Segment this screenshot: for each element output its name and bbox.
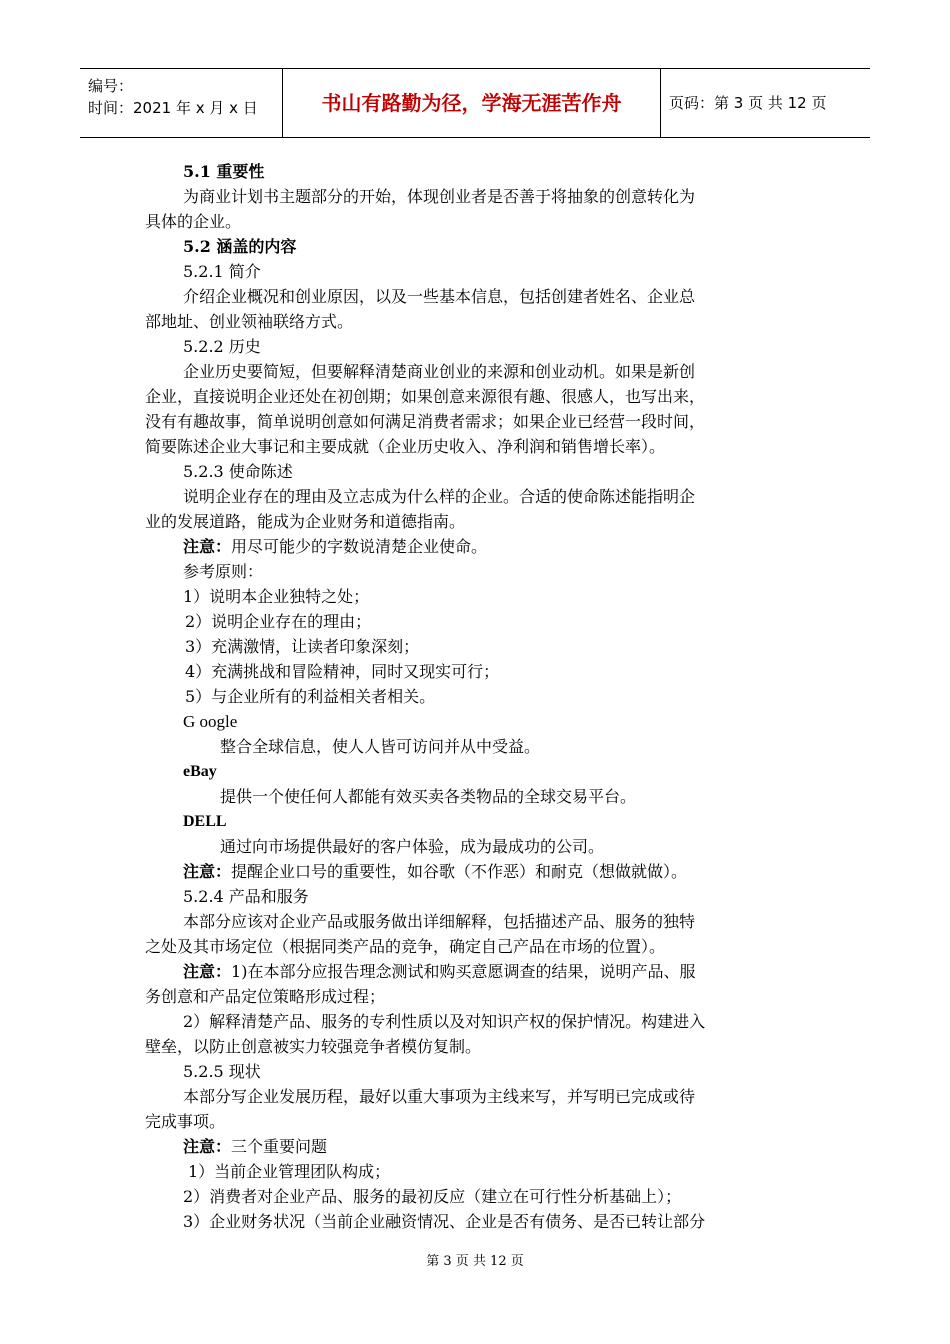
mission-statement: 整合全球信息，使人人皆可访问并从中受益。	[220, 737, 541, 756]
paragraph-line: 简要陈述企业大事记和主要成就（企业历史收入、净利润和销售增长率）。	[145, 437, 666, 456]
company-name: DELL	[183, 813, 227, 830]
header-page-info: 页码：第 3 页 共 12 页	[669, 94, 827, 112]
paragraph-line: 说明企业存在的理由及立志成为什么样的企业。合适的使命陈述能指明企	[183, 487, 696, 506]
list-item: 3）企业财务状况（当前企业融资情况、企业是否有债务、是否已转让部分	[183, 1212, 706, 1231]
paragraph-line: 参考原则：	[183, 562, 264, 581]
subsection-heading: 5.2.3 使命陈述	[183, 462, 293, 481]
subsection-heading: 5.2.5 现状	[183, 1062, 261, 1081]
paragraph-line: 介绍企业概况和创业原因，以及一些基本信息，包括创建者姓名、企业总	[183, 287, 696, 306]
header-left-cell	[80, 69, 283, 137]
page-header	[80, 68, 870, 138]
mission-statement: 通过向市场提供最好的客户体验，成为最成功的公司。	[220, 837, 605, 856]
list-item: 1）当前企业管理团队构成；	[188, 1162, 391, 1181]
paragraph-line: 业的发展道路，能成为企业财务和道德指南。	[145, 512, 466, 531]
section-heading: 5.1 重要性	[183, 162, 265, 181]
paragraph-line: 部地址、创业领袖联络方式。	[145, 312, 354, 331]
note-line: 注意：1)在本部分应报告理念测试和购买意愿调查的结果，说明产品、服	[183, 962, 696, 981]
note-line: 注意：提醒企业口号的重要性，如谷歌（不作恶）和耐克（想做就做）。	[183, 862, 688, 881]
list-item: 4）充满挑战和冒险精神，同时又现实可行；	[185, 662, 500, 681]
paragraph-line: 壁垒，以防止创意被实力较强竞争者模仿复制。	[145, 1037, 482, 1056]
paragraph-line: 完成事项。	[145, 1112, 226, 1131]
company-name: eBay	[183, 763, 217, 780]
list-item: 1）说明本企业独特之处；	[183, 587, 370, 606]
paragraph-line: 没有有趣故事，简单说明创意如何满足消费者需求；如果企业已经营一段时间，	[145, 412, 706, 431]
paragraph-line: 之处及其市场定位（根据同类产品的竞争，确定自己产品在市场的位置）。	[145, 937, 666, 956]
note-line: 注意：用尽可能少的字数说清楚企业使命。	[183, 537, 488, 556]
document-date: 时间：2021 年 x 月 x 日	[88, 99, 258, 117]
list-item: 2）消费者对企业产品、服务的最初反应（建立在可行性分析基础上）；	[183, 1187, 682, 1206]
note-label: 注意：	[183, 1137, 232, 1156]
page-footer: 第 3 页 共 12 页	[426, 1254, 524, 1269]
document-number-label: 编号：	[88, 77, 134, 95]
section-heading: 5.2 涵盖的内容	[183, 237, 297, 256]
subsection-heading: 5.2.2 历史	[183, 337, 261, 356]
paragraph-line: 为商业计划书主题部分的开始，体现创业者是否善于将抽象的创意转化为	[183, 187, 696, 206]
note-line: 注意：三个重要问题	[183, 1137, 328, 1156]
paragraph-line: 2）解释清楚产品、服务的专利性质以及对知识产权的保护情况。构建进入	[183, 1012, 706, 1031]
note-label: 注意：	[183, 862, 232, 881]
list-item: 5）与企业所有的利益相关者相关。	[185, 687, 436, 706]
mission-statement: 提供一个使任何人都能有效买卖各类物品的全球交易平台。	[220, 787, 637, 806]
list-item: 3）充满激情，让读者印象深刻；	[185, 637, 420, 656]
subsection-heading: 5.2.1 简介	[183, 262, 261, 281]
list-item: 2）说明企业存在的理由；	[185, 612, 372, 631]
company-name: G oogle	[183, 712, 238, 731]
paragraph-line: 本部分应该对企业产品或服务做出详细解释，包括描述产品、服务的独特	[183, 912, 696, 931]
paragraph-line: 务创意和产品定位策略形成过程；	[145, 987, 386, 1006]
note-label: 注意：	[183, 962, 232, 981]
subsection-heading: 5.2.4 产品和服务	[183, 887, 309, 906]
header-motto: 书山有路勤为径，学海无涯苦作舟	[283, 69, 661, 137]
note-label: 注意：	[183, 537, 232, 556]
paragraph-line: 企业历史要简短，但要解释清楚商业创业的来源和创业动机。如果是新创	[183, 362, 696, 381]
paragraph-line: 本部分写企业发展历程，最好以重大事项为主线来写，并写明已完成或待	[183, 1087, 696, 1106]
paragraph-line: 企业，直接说明企业还处在初创期；如果创意来源很有趣、很感人，也写出来，	[145, 387, 706, 406]
paragraph-line: 具体的企业。	[145, 212, 242, 231]
